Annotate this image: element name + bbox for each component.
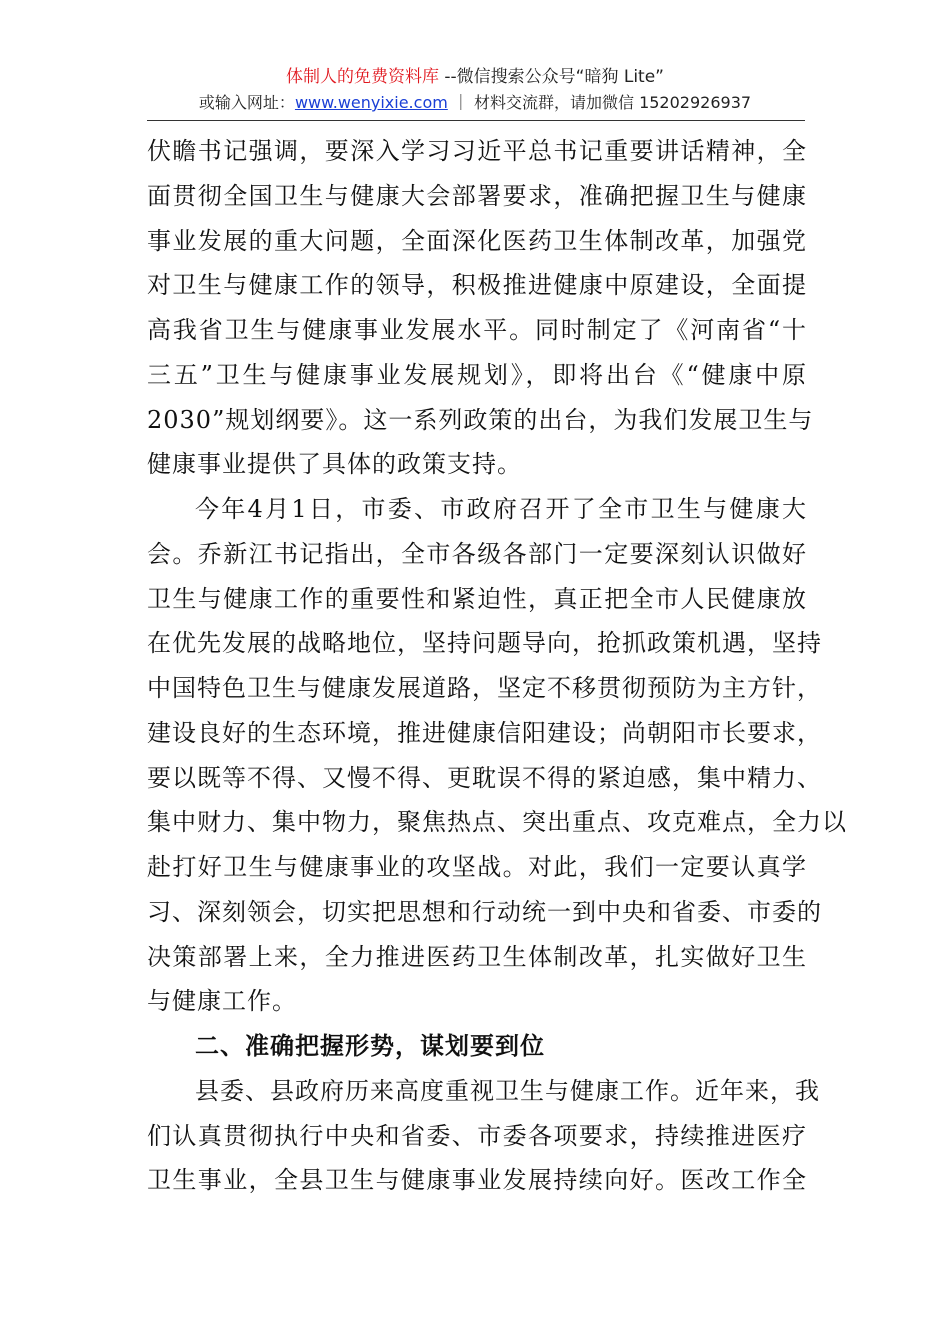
body-line: 面贯彻全国卫生与健康大会部署要求，准确把握卫生与健康	[147, 181, 807, 210]
body-line: 与健康工作。	[147, 987, 297, 1016]
body-line: 高我省卫生与健康事业发展水平。同时制定了《河南省“十	[147, 316, 807, 344]
body-line: 赴打好卫生与健康事业的攻坚战。对此，我们一定要认真学	[147, 853, 807, 881]
header-contact: ｜ 材料交流群，请加微信 15202926937	[447, 93, 752, 112]
header-title-line	[0, 66, 950, 88]
body-line: 健康事业提供了具体的政策支持。	[147, 450, 522, 479]
body-line: 们认真贯彻执行中央和省委、市委各项要求，持续推进医疗	[147, 1121, 807, 1150]
header-url-prefix: 或输入网址：	[198, 93, 295, 112]
body-line: 中国特色卫生与健康发展道路，坚定不移贯彻预防为主方针，	[147, 674, 822, 702]
body-line: 县委、县政府历来高度重视卫生与健康工作。近年来，我	[195, 1076, 820, 1105]
body-line: 集中财力、集中物力，聚焦热点、突出重点、攻克难点，全力以	[147, 808, 847, 837]
body-line: 习、深刻领会，切实把思想和行动统一到中央和省委、市委的	[147, 897, 822, 926]
header-url-link[interactable]: www.wenyixie.com	[294, 93, 448, 112]
header-contact-line	[0, 92, 950, 114]
body-line: 在优先发展的战略地位，坚持问题导向，抢抓政策机遇，坚持	[147, 629, 822, 658]
body-line: 卫生与健康工作的重要性和紧迫性，真正把全市人民健康放	[147, 584, 807, 613]
body-line: 决策部署上来，全力推进医药卫生体制改革，扎实做好卫生	[147, 942, 807, 971]
body-line: 今年4月1日，市委、市政府召开了全市卫生与健康大	[195, 495, 807, 523]
body-line: 卫生事业，全县卫生与健康事业发展持续向好。医改工作全	[147, 1166, 807, 1195]
body-line: 三五”卫生与健康事业发展规划》，即将出台《“健康中原	[147, 360, 807, 389]
body-line: 伏瞻书记强调，要深入学习习近平总书记重要讲话精神，全	[147, 137, 807, 165]
section-heading: 二、准确把握形势，谋划要到位	[195, 1032, 545, 1060]
header-brand: 体制人的免费资料库	[285, 67, 439, 87]
document-header	[0, 66, 950, 114]
document-body	[147, 129, 847, 1203]
header-wechat-note: --微信搜索公众号“暗狗 Lite”	[438, 67, 664, 87]
header-divider	[147, 120, 805, 121]
body-line: 要以既等不得、又慢不得、更耽误不得的紧迫感，集中精力、	[147, 763, 822, 792]
body-line: 2030”规划纲要》。这一系列政策的出台，为我们发展卫生与	[147, 405, 814, 434]
body-line: 会。乔新江书记指出，全市各级各部门一定要深刻认识做好	[147, 539, 807, 568]
body-line: 对卫生与健康工作的领导，积极推进健康中原建设，全面提	[147, 271, 807, 300]
body-line: 事业发展的重大问题，全面深化医药卫生体制改革，加强党	[147, 226, 807, 255]
body-line: 建设良好的生态环境，推进健康信阳建设；尚朝阳市长要求，	[147, 718, 822, 747]
